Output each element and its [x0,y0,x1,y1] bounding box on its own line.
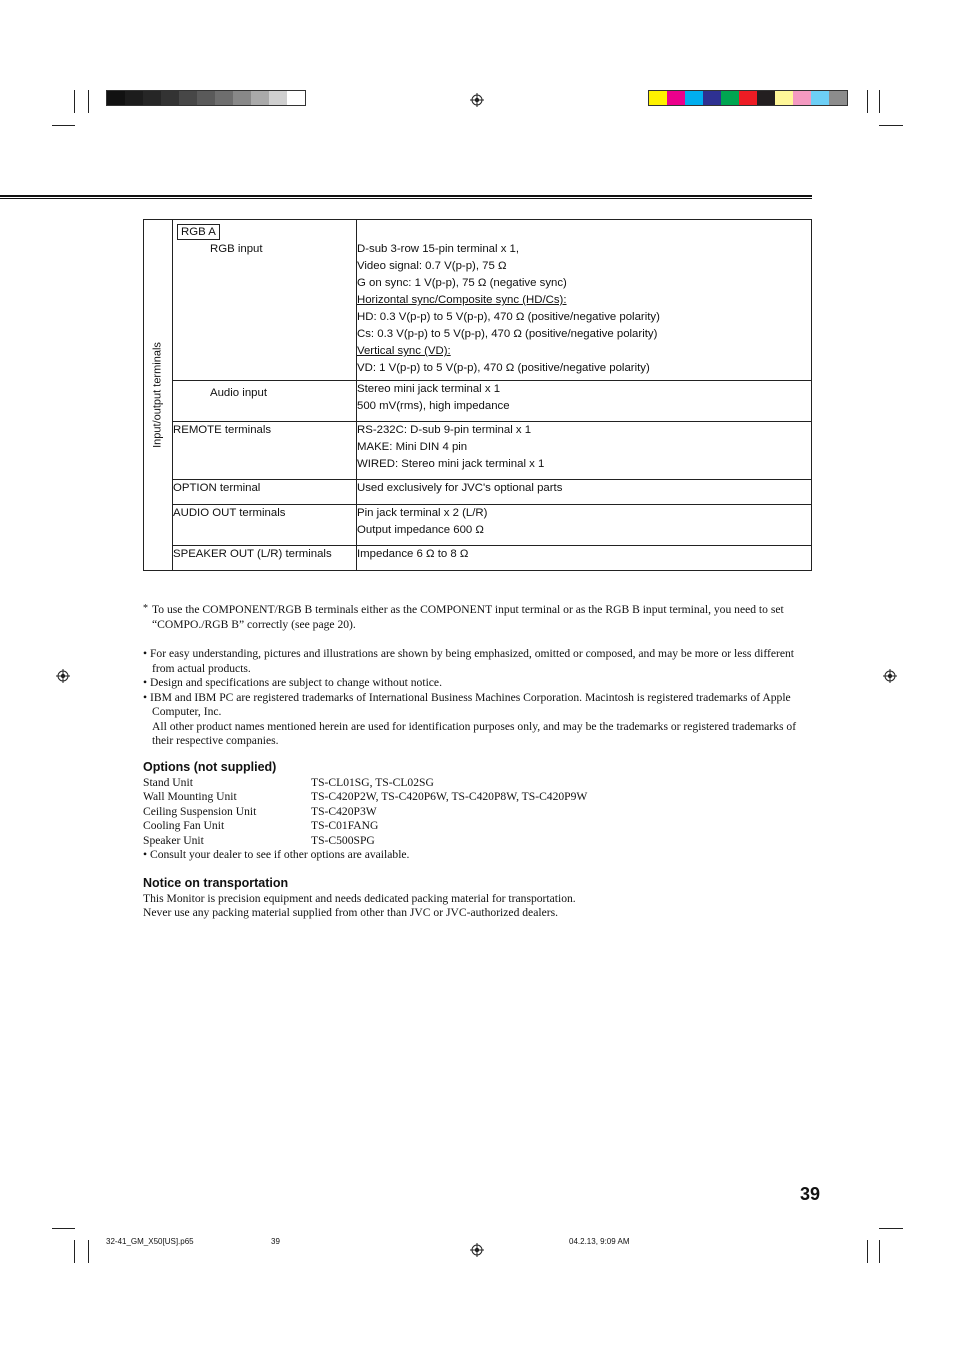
registration-mark-icon [470,1243,484,1257]
crop-mark [88,90,89,113]
spec-value-line: RS-232C: D-sub 9-pin terminal x 1 [357,424,532,436]
spec-label-cell [173,546,357,571]
crop-mark [867,1240,868,1263]
spec-value-line: Vertical sync (VD): [357,345,451,357]
color-swatch [287,91,305,105]
list-item [143,790,813,805]
option-model: TS-CL01SG, TS-CL02SG [311,775,434,789]
header-rule [0,198,812,199]
option-model: TS-C500SPG [311,833,375,847]
options-note: • Consult your dealer to see if other options are available. [143,848,410,861]
spec-value-line: Output impedance 600 Ω [357,524,484,536]
list-item [143,819,813,834]
spec-value-cell [357,480,812,505]
option-name: Stand Unit [143,775,193,789]
color-swatch [811,91,829,105]
color-swatch [161,91,179,105]
option-model: TS-C420P3W [311,804,377,818]
list-item: • For easy understanding, pictures and illustrations are shown by being emphasized, omitted or composed, and may be more or less different from actual products. [143,647,795,675]
spec-label: OPTION terminal [173,482,261,494]
crop-mark [52,125,75,126]
spec-value-line: Video signal: 0.7 V(p-p), 75 Ω [357,260,507,272]
color-swatch [775,91,793,105]
crop-mark [879,1240,880,1263]
registration-mark-icon [56,669,70,683]
footnote [143,603,813,632]
crop-mark [867,90,868,113]
footnote-text: To use the COMPONENT/RGB B terminals either as the COMPONENT input terminal or as the RGB B input terminal, you need to set “COMPO./RGB B” correctly (see page 20). [152,603,784,631]
option-model: TS-C420P2W, TS-C420P6W, TS-C420P8W, TS-C420P9W [311,790,588,803]
crop-mark [74,90,75,113]
spec-table [143,219,812,571]
notice-list [143,647,813,749]
spec-value-line: Cs: 0.3 V(p-p) to 5 V(p-p), 470 Ω (positive/negative polarity) [357,328,658,340]
color-swatch [793,91,811,105]
color-swatch [125,91,143,105]
page-number: 39 [799,1184,820,1204]
options-section [143,760,813,863]
section-label-cell [144,220,173,571]
spec-value-cell [357,220,812,381]
spec-value-line: HD: 0.3 V(p-p) to 5 V(p-p), 470 Ω (positive/negative polarity) [357,311,660,323]
color-calibration-bar [648,90,848,106]
spec-value-line: D-sub 3-row 15-pin terminal x 1, [357,243,520,255]
spec-label-cell [173,505,357,546]
color-swatch [739,91,757,105]
spec-value-line: Used exclusively for JVC's optional parts [357,482,563,494]
transport-line: Never use any packing material supplied from other than JVC or JVC-authorized dealers. [143,906,558,919]
list-item [143,805,813,820]
option-name: Cooling Fan Unit [143,819,225,832]
color-swatch [703,91,721,105]
option-name: Speaker Unit [143,833,204,847]
list-item: • Design and specifications are subject to change without notice. [143,676,442,689]
color-swatch [143,91,161,105]
header-rule [0,195,812,197]
option-name: Wall Mounting Unit [143,790,237,803]
crop-mark [879,125,903,126]
list-item: • IBM and IBM PC are registered trademarks of International Business Machines Corporation. Macintosh is registered trademarks of Apple Computer, Inc. [143,690,791,718]
list-item-continuation: All other product names mentioned herein are used for identification purposes only, and may be the trademarks or registered trademarks of their respective companies. [152,719,797,747]
slug-date: 04.2.13, 9:09 AM [569,1237,630,1246]
crop-mark [52,1228,75,1229]
crop-mark [88,1240,89,1263]
spec-value-cell [357,381,812,422]
transport-heading: Notice on transportation [143,876,289,890]
slug-file: 32-41_GM_X50[US].p65 [106,1237,194,1246]
spec-value-line: 500 mV(rms), high impedance [357,400,510,412]
spec-value-cell [357,546,812,571]
color-swatch [215,91,233,105]
color-swatch [269,91,287,105]
spec-label-cell [173,381,357,422]
option-name: Ceiling Suspension Unit [143,804,257,818]
asterisk-icon: * [143,603,148,614]
spec-label: REMOTE terminals [173,424,272,436]
spec-label-cell [173,480,357,505]
gray-calibration-bar [106,90,306,106]
spec-label: RGB input [210,243,263,255]
spec-value-line: Pin jack terminal x 2 (L/R) [357,507,488,519]
crop-mark [879,1228,903,1229]
spec-value-line: MAKE: Mini DIN 4 pin [357,441,468,453]
spec-value-line: WIRED: Stereo mini jack terminal x 1 [357,458,545,470]
color-swatch [233,91,251,105]
spec-value-cell [357,422,812,480]
spec-value-line: Stereo mini jack terminal x 1 [357,383,501,395]
transport-line: This Monitor is precision equipment and needs dedicated packing material for transportation. [143,891,576,905]
spec-label-cell [173,220,357,381]
spec-label-cell [173,422,357,480]
list-item [143,834,813,849]
crop-mark [879,90,880,113]
options-heading: Options (not supplied) [143,760,277,774]
color-swatch [721,91,739,105]
color-swatch [829,91,847,105]
options-list [143,776,813,849]
color-swatch [107,91,125,105]
slug-page: 39 [271,1237,280,1246]
spec-value-cell [357,505,812,546]
color-swatch [251,91,269,105]
section-label: Input/output terminals [151,342,164,448]
color-swatch [685,91,703,105]
color-swatch [757,91,775,105]
spec-value-line: VD: 1 V(p-p) to 5 V(p-p), 470 Ω (positive/negative polarity) [357,362,650,374]
spec-value-line: Horizontal sync/Composite sync (HD/Cs): [357,294,567,306]
spec-label: AUDIO OUT terminals [173,507,286,519]
list-item [143,776,813,791]
rgb-tag: RGB A [177,224,220,240]
color-swatch [179,91,197,105]
color-swatch [649,91,667,105]
option-model: TS-C01FANG [311,819,379,832]
color-swatch [197,91,215,105]
spec-value-line: Impedance 6 Ω to 8 Ω [357,548,469,560]
crop-mark [74,1240,75,1263]
spec-value-line: G on sync: 1 V(p-p), 75 Ω (negative sync) [357,277,567,289]
registration-mark-icon [883,669,897,683]
spec-label: SPEAKER OUT (L/R) terminals [173,548,332,560]
spec-label: Audio input [210,387,267,399]
transport-section [143,876,813,921]
registration-mark-icon [470,93,484,107]
color-swatch [667,91,685,105]
